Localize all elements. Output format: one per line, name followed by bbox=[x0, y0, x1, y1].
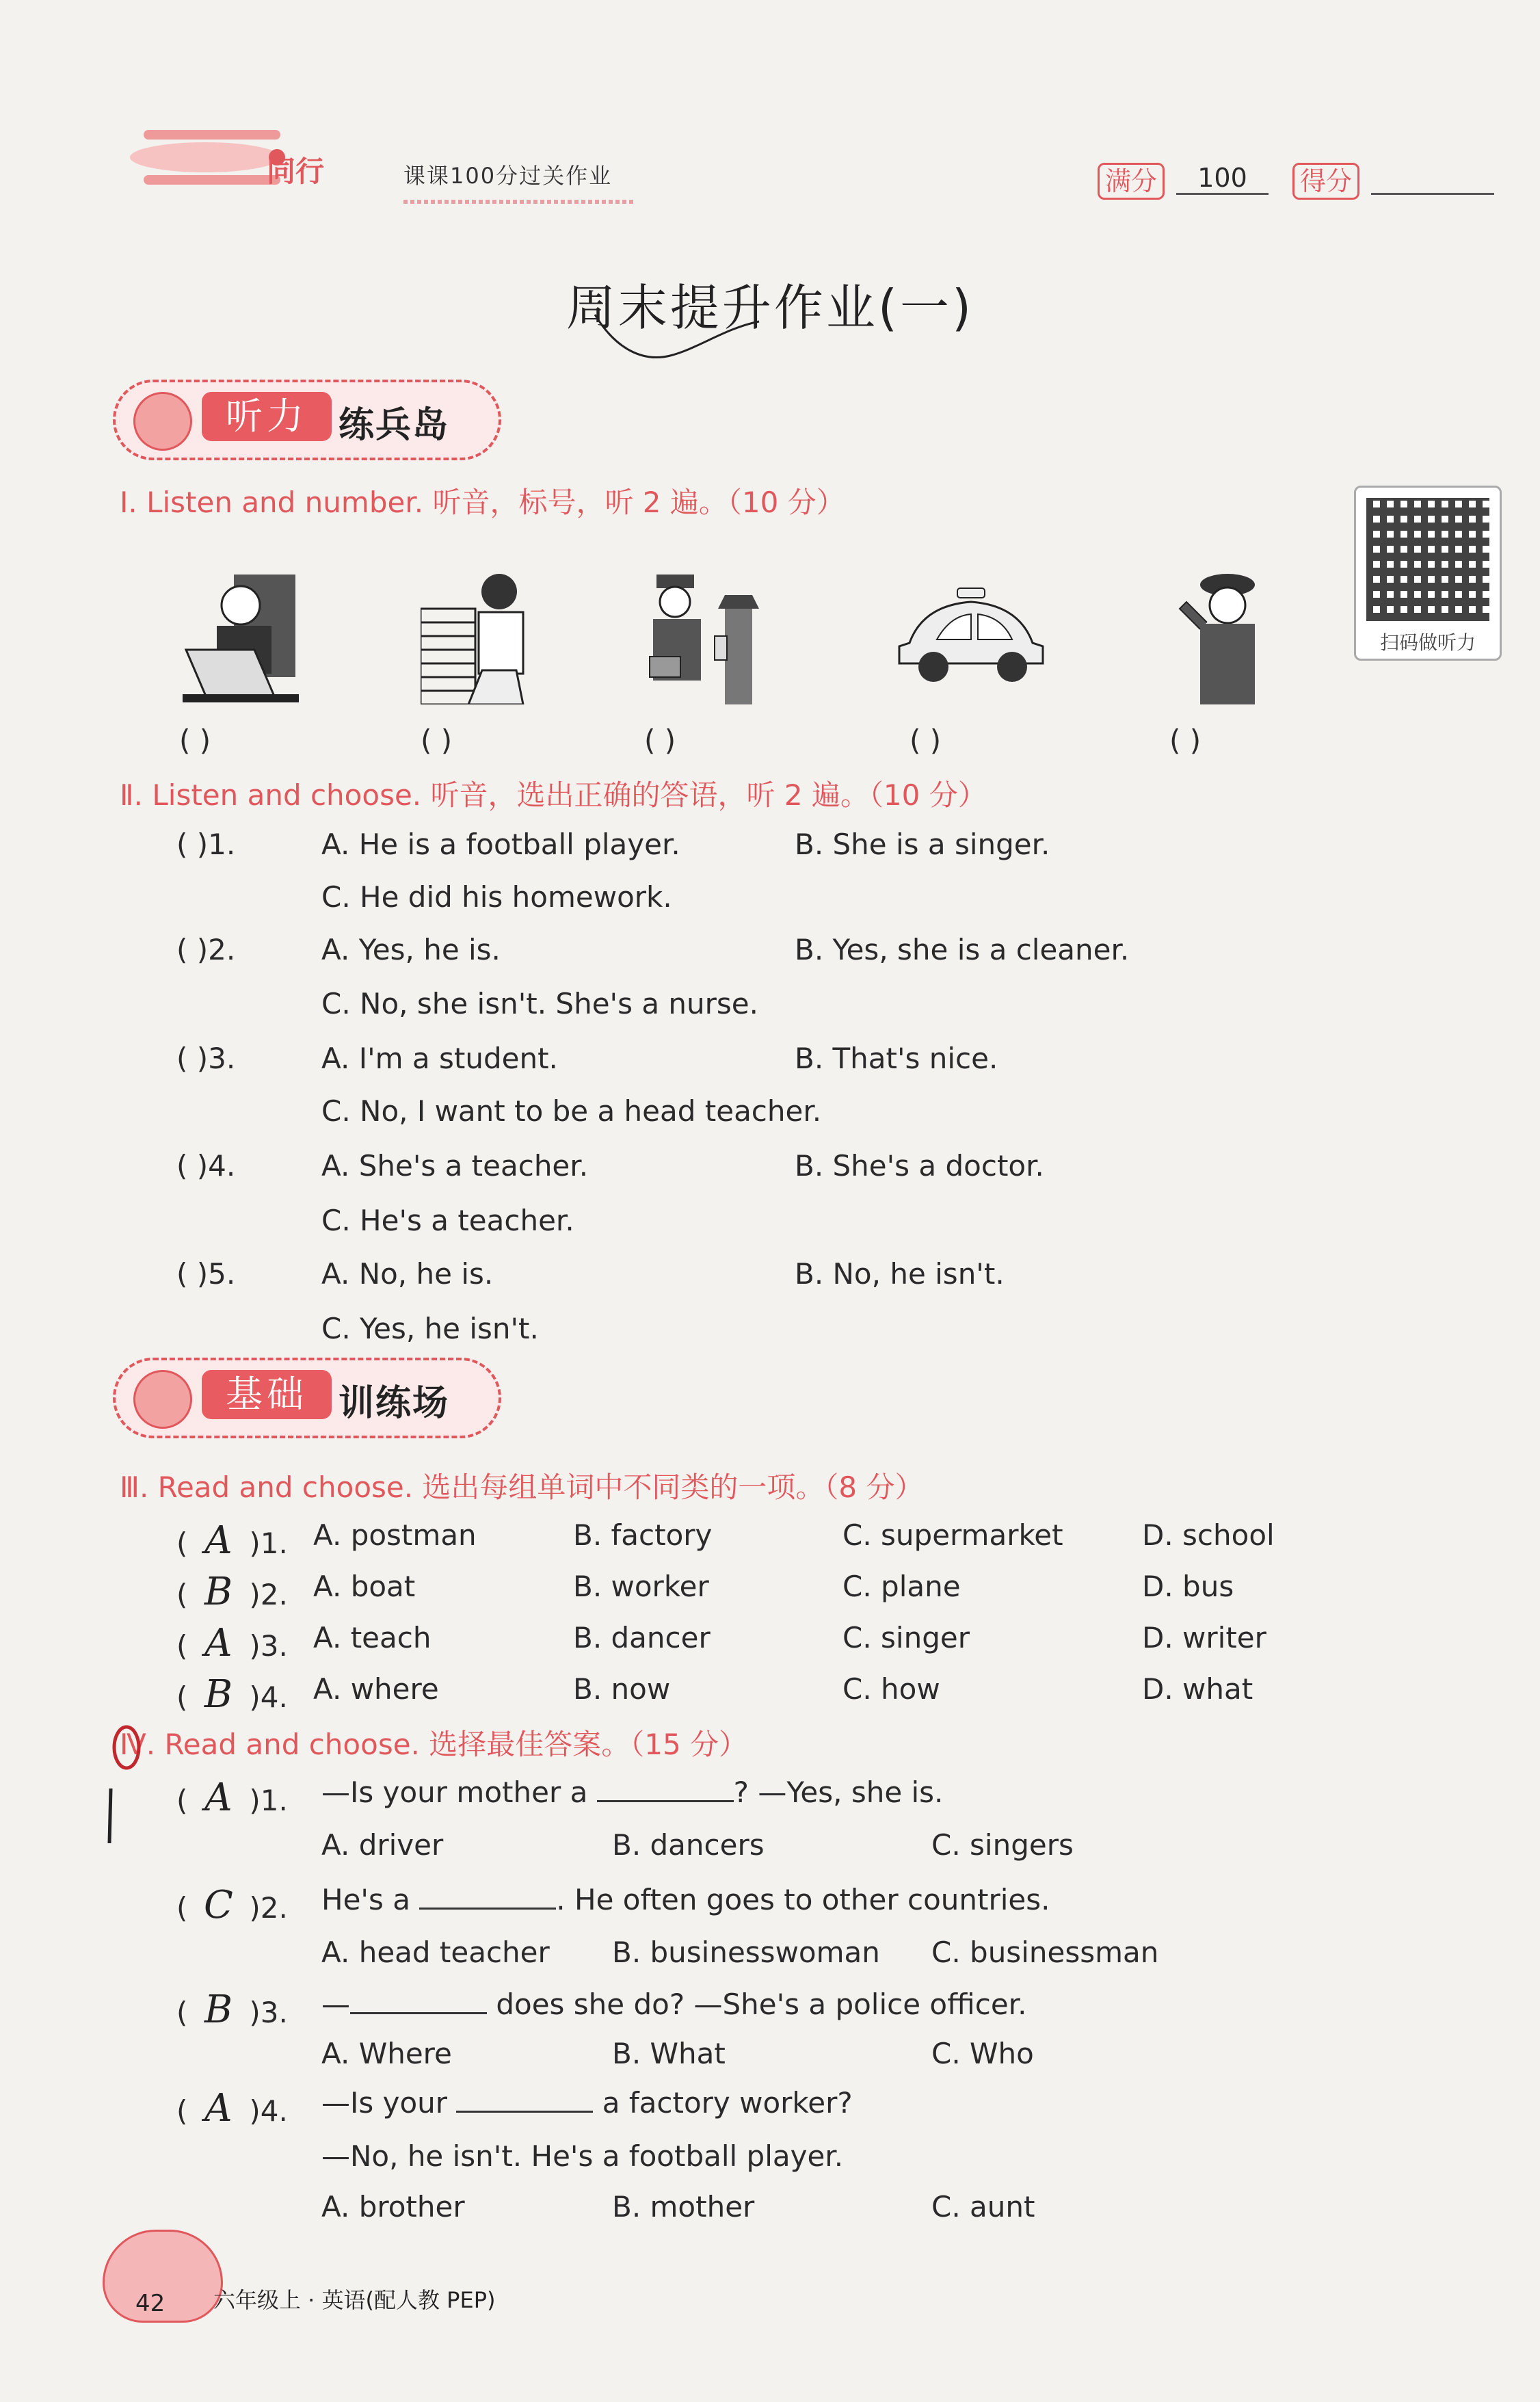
stem-start: —Is your mother a bbox=[321, 1776, 588, 1809]
s4-q2-stem bbox=[321, 1883, 1050, 1916]
s4-q4-option-a: A. brother bbox=[321, 2190, 465, 2223]
s2-q3-option-b: B. That's nice. bbox=[795, 1042, 998, 1075]
question-number: )3. bbox=[249, 1629, 288, 1663]
badge-title: 训练场 bbox=[338, 1383, 450, 1424]
series-name: 课课100分过关作业 bbox=[403, 163, 613, 189]
s2-q3-option-c: C. No, I want to be a head teacher. bbox=[321, 1094, 822, 1128]
s2-q1-option-b: B. She is a singer. bbox=[795, 828, 1050, 861]
answer-blank[interactable] bbox=[350, 1988, 487, 2014]
answer-paren-5[interactable]: ( ) bbox=[1169, 724, 1202, 757]
handwritten-answer: A bbox=[204, 2086, 233, 2130]
s3-q1-option-a: A. postman bbox=[313, 1518, 477, 1552]
title-swoosh-icon bbox=[588, 301, 766, 369]
mascot-icon bbox=[133, 392, 192, 451]
s3-q3-row[interactable] bbox=[176, 1621, 288, 1665]
postman-at-mailbox-icon bbox=[639, 568, 762, 704]
paren-open: ( bbox=[176, 1891, 188, 1925]
s3-q3-option-a: A. teach bbox=[313, 1621, 432, 1654]
stem-end: . He often goes to other countries. bbox=[556, 1883, 1050, 1916]
full-score-label: 满分 bbox=[1098, 163, 1165, 200]
s3-q2-option-d: D. bus bbox=[1142, 1570, 1234, 1603]
handwritten-answer: A bbox=[204, 1621, 233, 1665]
answer-blank[interactable] bbox=[597, 1776, 734, 1802]
question-number: )4. bbox=[249, 2094, 288, 2128]
paren-open: ( bbox=[176, 1784, 188, 1817]
score-field bbox=[1371, 163, 1494, 195]
paren-open: ( bbox=[176, 2094, 188, 2128]
s2-q2-number[interactable]: ( )2. bbox=[176, 933, 236, 966]
s2-q5-option-a: A. No, he is. bbox=[321, 1257, 494, 1291]
answer-blank[interactable] bbox=[419, 1883, 556, 1910]
section-1-heading: Ⅰ. Listen and number. 听音，标号，听 2 遍。（10 分） bbox=[120, 486, 845, 519]
section-4-heading: Ⅳ. Read and choose. 选择最佳答案。（15 分） bbox=[120, 1728, 748, 1761]
badge-title: 练兵岛 bbox=[338, 405, 450, 446]
question-number: )2. bbox=[249, 1578, 288, 1611]
answer-paren-1[interactable]: ( ) bbox=[179, 724, 211, 757]
mascot-icon bbox=[133, 1370, 192, 1429]
s3-q3-option-c: C. singer bbox=[842, 1621, 970, 1654]
handwritten-answer: C bbox=[203, 1883, 233, 1927]
s4-q1-stem bbox=[321, 1776, 943, 1809]
badge-highlight: 听力 bbox=[202, 392, 332, 441]
s2-q2-option-b: B. Yes, she is a cleaner. bbox=[795, 933, 1130, 966]
handwritten-answer: B bbox=[204, 1672, 233, 1717]
s2-q2-option-c: C. No, she isn't. She's a nurse. bbox=[321, 987, 758, 1020]
paren-open: ( bbox=[176, 1996, 188, 2029]
question-number: )1. bbox=[249, 1527, 288, 1560]
answer-paren-2[interactable]: ( ) bbox=[421, 724, 453, 757]
s4-q2-option-c: C. businessman bbox=[931, 1936, 1159, 1969]
s3-q4-option-b: B. now bbox=[573, 1672, 671, 1706]
s4-q4-row[interactable] bbox=[176, 2086, 288, 2130]
s2-q3-option-a: A. I'm a student. bbox=[321, 1042, 558, 1075]
s3-q1-option-b: B. factory bbox=[573, 1518, 713, 1552]
answer-paren-4[interactable]: ( ) bbox=[910, 724, 942, 757]
s2-q5-option-c: C. Yes, he isn't. bbox=[321, 1312, 539, 1345]
stem-start: —Is your bbox=[321, 2086, 448, 2120]
brand-name: 同行 bbox=[267, 155, 325, 188]
police-officer-icon bbox=[1163, 568, 1286, 704]
s2-q4-option-a: A. She's a teacher. bbox=[321, 1149, 589, 1183]
s3-q2-option-b: B. worker bbox=[573, 1570, 709, 1603]
handwritten-mark-icon bbox=[96, 1724, 157, 1847]
s2-q5-number[interactable]: ( )5. bbox=[176, 1257, 236, 1291]
s3-q4-option-a: A. where bbox=[313, 1672, 439, 1706]
qr-code-box[interactable] bbox=[1354, 486, 1502, 661]
badge-highlight: 基础 bbox=[202, 1370, 332, 1419]
stem-end: ? —Yes, she is. bbox=[733, 1776, 944, 1809]
paren-open: ( bbox=[176, 1680, 188, 1714]
handwritten-answer: B bbox=[204, 1570, 233, 1614]
s4-q3-stem bbox=[321, 1988, 1026, 2021]
handwritten-answer: B bbox=[204, 1988, 233, 2032]
s4-q3-option-b: B. What bbox=[612, 2037, 726, 2070]
s4-q2-row[interactable] bbox=[176, 1883, 288, 1927]
s2-q4-number[interactable]: ( )4. bbox=[176, 1149, 236, 1183]
handwritten-answer: A bbox=[204, 1518, 233, 1563]
s4-q3-option-a: A. Where bbox=[321, 2037, 452, 2070]
s2-q4-option-b: B. She's a doctor. bbox=[795, 1149, 1044, 1183]
score-label: 得分 bbox=[1292, 163, 1359, 200]
s2-q1-number[interactable]: ( )1. bbox=[176, 828, 236, 861]
s4-q3-row[interactable] bbox=[176, 1988, 288, 2032]
taxi-icon bbox=[889, 568, 1053, 704]
s3-q1-row[interactable] bbox=[176, 1518, 288, 1563]
s2-q1-option-a: A. He is a football player. bbox=[321, 828, 680, 861]
s3-q4-option-c: C. how bbox=[842, 1672, 940, 1706]
question-number: )2. bbox=[249, 1891, 288, 1925]
s3-q4-row[interactable] bbox=[176, 1672, 288, 1717]
stem-start: — bbox=[321, 1988, 350, 2021]
s3-q2-row[interactable] bbox=[176, 1570, 288, 1614]
businessman-at-laptop-icon bbox=[179, 568, 302, 704]
s4-q1-option-a: A. driver bbox=[321, 1828, 444, 1862]
basics-badge bbox=[113, 1358, 523, 1433]
s4-q1-row[interactable] bbox=[176, 1776, 288, 1820]
s4-q4-stem bbox=[321, 2086, 853, 2120]
s2-q4-option-c: C. He's a teacher. bbox=[321, 1204, 574, 1237]
section-2-heading: Ⅱ. Listen and choose. 听音，选出正确的答语，听 2 遍。（10 分） bbox=[120, 778, 987, 812]
answer-blank[interactable] bbox=[456, 2086, 593, 2113]
s3-q4-option-d: D. what bbox=[1142, 1672, 1253, 1706]
s4-q2-option-b: B. businesswoman bbox=[612, 1936, 880, 1969]
page-title: 周末提升作业(一) bbox=[566, 279, 974, 336]
paren-open: ( bbox=[176, 1527, 188, 1560]
s4-q3-option-c: C. Who bbox=[931, 2037, 1034, 2070]
paren-open: ( bbox=[176, 1578, 188, 1611]
stem-end: a factory worker? bbox=[593, 2086, 853, 2120]
s3-q3-option-d: D. writer bbox=[1142, 1621, 1266, 1654]
s4-q1-option-b: B. dancers bbox=[612, 1828, 765, 1862]
s4-q4-option-c: C. aunt bbox=[931, 2190, 1035, 2223]
question-number: )4. bbox=[249, 1680, 288, 1714]
s3-q1-option-c: C. supermarket bbox=[842, 1518, 1063, 1552]
s3-q1-option-d: D. school bbox=[1142, 1518, 1275, 1552]
answer-paren-3[interactable]: ( ) bbox=[644, 724, 676, 757]
s2-q1-option-c: C. He did his homework. bbox=[321, 880, 672, 914]
page-number: 42 bbox=[135, 2290, 165, 2317]
section-3-heading: Ⅲ. Read and choose. 选出每组单词中不同类的一项。（8 分） bbox=[120, 1470, 924, 1504]
qr-caption: 扫码做听力 bbox=[1379, 631, 1476, 654]
s4-q4-line2: —No, he isn't. He's a football player. bbox=[321, 2139, 844, 2173]
cleaner-on-stairs-icon bbox=[421, 568, 544, 704]
s2-q3-number[interactable]: ( )3. bbox=[176, 1042, 236, 1075]
s3-q2-option-c: C. plane bbox=[842, 1570, 961, 1603]
paren-open: ( bbox=[176, 1629, 188, 1663]
s4-q1-option-c: C. singers bbox=[931, 1828, 1074, 1862]
s4-q2-option-a: A. head teacher bbox=[321, 1936, 550, 1969]
handwritten-answer: A bbox=[204, 1776, 233, 1820]
stem-end: does she do? —She's a police officer. bbox=[487, 1988, 1027, 2021]
qr-code-icon bbox=[1366, 498, 1489, 621]
listening-badge bbox=[113, 380, 523, 455]
series-underline bbox=[403, 200, 636, 204]
s3-q3-option-b: B. dancer bbox=[573, 1621, 711, 1654]
question-number: )3. bbox=[249, 1996, 288, 2029]
s4-q4-option-b: B. mother bbox=[612, 2190, 755, 2223]
question-number: )1. bbox=[249, 1784, 288, 1817]
s2-q5-option-b: B. No, he isn't. bbox=[795, 1257, 1005, 1291]
s3-q2-option-a: A. boat bbox=[313, 1570, 416, 1603]
stem-start: He's a bbox=[321, 1883, 410, 1916]
full-score-value: 100 bbox=[1176, 163, 1269, 195]
footer-text: 六年级上 · 英语(配人教 PEP) bbox=[213, 2287, 496, 2313]
s2-q2-option-a: A. Yes, he is. bbox=[321, 933, 501, 966]
